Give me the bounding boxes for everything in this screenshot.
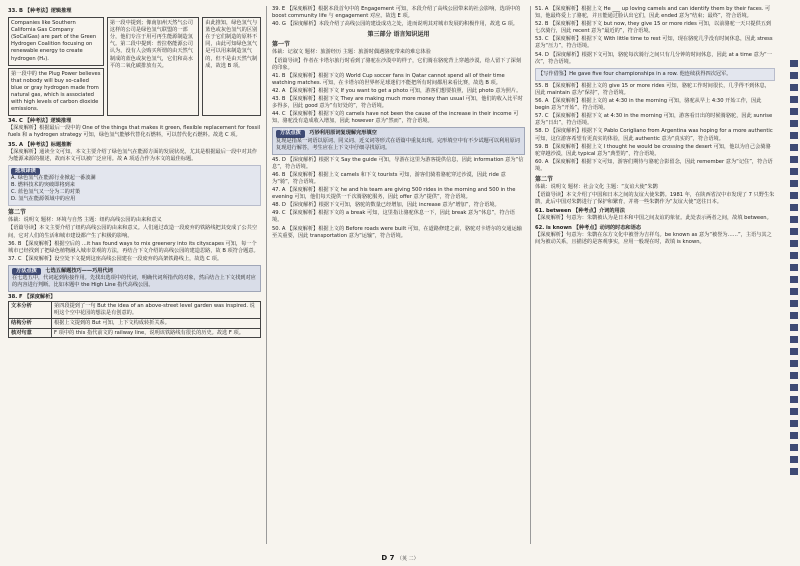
- table-row: [9, 302, 261, 319]
- answer-text: 42. A 【深度解析】根据下文 If you want to get a photo 可知，游客们想要拍照，因此 photo 意为照片。: [272, 87, 522, 94]
- analysis-table: [8, 301, 261, 338]
- method-label: 方法点拨: [12, 268, 41, 275]
- answer-text: 55. B 【深度解析】根据上文的 give 15 or more rides 可知，骆驼工作时间很长，几乎得不到休息，因此 maintain 意为“保持”，符合语境。: [535, 82, 770, 96]
- method-subtitle: 巧妙利用原词复现解完形填空: [309, 130, 377, 137]
- column-left: [8, 6, 261, 338]
- answer-text: 59. B 【深度解析】根据上文 I thought he would be crossing the desert 可知，他以为自己会骑骆驼穿越沙漠，因此 typical 意为“典型的”，符合语境。: [535, 143, 771, 157]
- answer-heading: 33. B 【种考法】逻辑推理: [8, 8, 72, 14]
- answer-heading: 38. F 【深度解析】: [8, 294, 56, 301]
- method-subtitle: 七选五解题技巧——巧用代词: [45, 267, 113, 274]
- passage-meta: 体裁：说明文 题材：环境与自然 主题：纽约高线公园的由来和意义: [8, 217, 162, 224]
- section-heading: 第二节: [535, 175, 554, 183]
- answer-text: 50. A 【深度解析】根据上文的 Before roads were built 可知，在道路修建之前，骆驼对卡塔尔的交通运输至关重要，因此 transportation 意为“运输”，符合语境。: [272, 225, 522, 239]
- tip-label: 选项译读: [11, 168, 40, 175]
- method-box: [272, 127, 525, 154]
- method-label: 方法点拨: [276, 130, 305, 137]
- passage-intro: 【语篇导读】作者在卡塔尔旅行时看到了骆驼在沙漠中的样子，它们骑在骆驼背上穿越沙漠，给人留下了深刻的印象。: [272, 57, 522, 71]
- row-label: 核对句意: [9, 328, 52, 338]
- answer-heading: 61. between 【种考点】介词的用法: [535, 208, 625, 215]
- answer-text: 53. C 【深度解析】根据下文 With little time to rest 可知，现在骆驼几乎没有时间休息，因此 stress 意为“压力”，符合语境。: [535, 36, 773, 50]
- column-middle: [272, 6, 525, 241]
- analysis-box: 第一段中提到；像南加州天然气公司这样的公司是绿色氢气联盟的一部分，他们专注于用可再生能源制造氢气。第二段中提到：普拉格能源公司认为，没有人会购买所谓的由天然气制成的蓝色或灰色氢气，它们和高水平的二氧化碳排放有关。: [107, 17, 199, 116]
- answer-text: 60. A 【深度解析】根据下文可知，游客们期待与骆驼合影留念，因此 remember 意为“记住”，符合语境。: [535, 158, 773, 172]
- column-divider: [266, 6, 267, 544]
- option-line: C. 蓝色氢气又一分为二的对策: [11, 189, 81, 196]
- answer-text: 45. D 【深度解析】根据下文 Say the guide 可知，导游在这里为游客提供信息，因此 information 意为“信息”，符合语境。: [272, 156, 524, 170]
- answer-text: 57. C 【深度解析】根据下文 at 4:30 in the morning 可知，游客看日出的时候骑骆驼，因此 sunrise 意为“日出”，符合语境。: [535, 113, 773, 127]
- option-line: D. 氢气在能源领域中的应用: [11, 196, 76, 203]
- evidence-table: [8, 17, 261, 116]
- explanation-text: 【深度解析】根据最后一段中的 One of the things that makes it green, flexible replacement for fossil fuels 和 a hydrogen strategy 可知，绿色氢气能够代替化石燃料，可以替代化石燃料。故选 C 项。: [8, 125, 261, 139]
- answer-text: 43. B 【深度解析】根据下文 They are making much more money than usual 可知，他们的收入比平时多得多，因此 good 意为“有好处的”，符合语境。: [272, 96, 523, 110]
- option-translation-box: [8, 165, 261, 206]
- passage-intro: 【语篇导读】本文介绍了中国和日本之间的友谊大使朱鹮。1981 年，在陕西省汉中市发现了 7 只野生朱鹮，此后中国对朱鹮进行了保护和繁育，并将一些朱鹮作为“友谊大使”送往日本。: [535, 192, 775, 206]
- column-divider: [530, 6, 531, 544]
- writing-tip-box: 【写作借鉴】He gave five four championships in a row. 他连续获得四次冠军。: [535, 68, 775, 81]
- answer-text: 52. B 【深度解析】根据下文 but now, they give 15 or more rides 可知，以前骆驼一天只提供五到七次骑行，因此 recent 意为“最近的”，符合语境。: [535, 21, 772, 35]
- row-value: 根据上文提到的 But 可知，上下文构成转折关系。: [52, 318, 261, 328]
- method-text: 复现是指某一词语以原词、同义词、近义词等形式在语篇中重复出现。完形填空中有不少试题可以利用原词复现进行解答，考生应在上下文中仔细寻找原词。: [276, 137, 520, 151]
- answer-heading: 34. C 【种考法】逻辑推理: [8, 118, 72, 125]
- answer-text: 36. B 【深度解析】根据空后的 ...it has found ways to mix greenery into its cityscapes 可知，每一个城市已经找到了把绿色植物融入城市景观的方法，再结合下文介绍的高线公园的建造思路，故 B 项符合题意。: [8, 240, 259, 254]
- explanation-text: 【深度解析】通读全文可知，本文主要介绍了绿色氢气在能源方面的发展状况，尤其是根据最后一段中对其作为能源来源的描述，故而本文可以被广泛应用。故 A 项适合作为本文的最佳标题。: [8, 148, 258, 162]
- page-footer: [0, 554, 800, 562]
- explanation-text: 【深度解析】句意为：朱鹮在东方文化中被誉为吉祥鸟。be known as 意为“被誉为……”，主语与其之间为被动关系，且描述的是客观事实，应用一般现在时，故填 is known。: [535, 231, 772, 245]
- section-heading: 第二节: [8, 209, 27, 217]
- passage-intro: 【语篇导读】本文主要介绍了纽约高线公园的由来和意义。人们通过改造一段废弃的铁路线把其变成了公共空间，它对人们的生活和城市建设都产生了积极的影响。: [8, 225, 258, 239]
- table-row: [9, 328, 261, 338]
- answer-text: 37. C 【深度解析】设空处下文提到这座高线公园建在一段废弃的高架铁路线上，故选 C 项。: [8, 255, 223, 262]
- answer-text: 41. B 【深度解析】根据下文的 World Cup soccer fans in Qatar cannot spend all of their time watching matches. 可知，在卡塔尔的世界杯足球迷们不能把所有时间都用来看比赛，故选 B 项。: [272, 72, 505, 86]
- row-label: 结构分析: [9, 318, 52, 328]
- passage-meta: 体裁：记叙文 题材：旅游经历 主题：旅游时偶遇骆驼带来的难忘体验: [272, 49, 431, 56]
- answer-heading: 62. is known 【种考点】动词的时态和语态: [535, 224, 642, 231]
- row-value: F 项中的 this 指代前文的 railway line，说明该铁路线有很长的历史。故选 F 项。: [52, 328, 261, 338]
- answer-heading: 35. A 【种考法】标题推断: [8, 141, 72, 148]
- page-subject: （英 二）: [396, 556, 419, 562]
- answer-text: 48. D 【深度解析】根据下文可知，骆驼的数量已经增加，因此 increase 意为“增加”，符合语境。: [272, 202, 500, 209]
- answer-text: 39. E 【深度解析】根据本段首句中的 Engagement 可知，本段介绍了高线公园带来的社会影响，选项中的 boost community life 与 engagement 对应。故选 E 项。: [272, 6, 521, 20]
- answer-text: 54. D 【深度解析】根据下文可知，骆驼每次骑行之间只有几分钟的时间休息，因此 at a time 意为“一次”，符合语境。: [535, 51, 772, 65]
- edge-tab-markers: [790, 60, 798, 480]
- answer-text: 46. B 【深度解析】根据上文 camels 和下文 tourists 可知，游客们骑着骆驼穿过沙漠，因此 ride 意为“骑”，符合语境。: [272, 171, 506, 185]
- table-row: [9, 318, 261, 328]
- answer-text: 40. G 【深度解析】本段介绍了高线公园的建设成功之处，进而说明其对城市发展的积极作用，故选 G 项。: [272, 21, 518, 28]
- quote-box: 第一段中的 the Plug Power believes that nobody will buy so-called blue or gray hydrogen made from natural gas, which is associated with high levels of carbon dioxide emissions.: [8, 68, 104, 117]
- method-text: 在七选五中，代词起到衔接作用。先找出选项中的代词，明确代词所指代的对象，然后结合上下文找到对应的内容进行判断。比如本题中 the High Line 指代高线公园。: [12, 275, 256, 289]
- column-right: [535, 6, 775, 247]
- answer-text: 51. A 【深度解析】根据上文 He ___ up loving camels and can identify them by their faces. 可知，他最终爱上了骆驼，并且能通过脸认出它们，因此 ended 意为“结束；最终”，符合语境。: [535, 6, 771, 20]
- option-line: A. 绿色氢气在能源行业掀起一番波澜: [11, 174, 96, 181]
- explanation-text: 【深度解析】句意为：朱鹮被认为是日本和中国之间友谊的象征。此处表示两者之间，故填 between。: [535, 215, 772, 222]
- row-label: 文本分析: [9, 302, 52, 319]
- method-box: [8, 265, 261, 292]
- answer-text: 58. D 【深度解析】根据下文 Pablo Corigliano from Argentina was hoping for a more authentic 可知，这位游客希望有更真实的体验，因此 authentic 意为“真实的”，符合语境。: [535, 128, 773, 142]
- answer-text: 47. A 【深度解析】根据下文 he and his team are giving 500 rides in the morning and 500 in the evening 可知，他们每天提供一千次骑骆驼服务，因此 offer 意为“提供”，符合语境。: [272, 187, 516, 201]
- conclusion-box: 由此推知，绿色氢气与蓝色或灰色氢气的区别在于它们制造的原料不同，由此可知绿色氢气是可以用来制造氢气的，但不是由天然气制成，故选 B 项。: [202, 17, 261, 116]
- option-line: B. 燃料技术的突破即将到来: [11, 181, 75, 188]
- page-number: D 7: [381, 554, 395, 562]
- section-heading: 第一节: [272, 41, 291, 49]
- answer-text: 44. C 【深度解析】根据下文的 camels have not been the cause of the increase in their income 可知，骆驼没有造成收入增加，因此 however 意为“然而”，符合语境。: [272, 111, 519, 125]
- passage-meta: 体裁：说明文 题材：社会文化 主题：“友谊大使”朱鹮: [535, 184, 658, 191]
- quote-box: Companies like Southern California Gas Company (SoCalGas) are part of the Green Hydrogen Coalition focusing on renewable energy to create hydrogen (H₂).: [8, 17, 104, 66]
- answer-text: 56. A 【深度解析】根据上文的 at 4:30 in the morning 可知，骆驼从早上 4:30 开始工作，因此 begin 意为“开始”，符合语境。: [535, 98, 762, 112]
- answer-text: 49. C 【深度解析】根据下文的 a break 可知，这里指让骆驼休息一下，因此 break 意为“休息”，符合语境。: [272, 210, 515, 224]
- row-value: 第四段提到了一句 But the idea of an above-street level garden was inspired. 说明这个空中花园的想法是有创意的。: [52, 302, 261, 319]
- part-heading: 第三部分 语言知识运用: [367, 31, 430, 39]
